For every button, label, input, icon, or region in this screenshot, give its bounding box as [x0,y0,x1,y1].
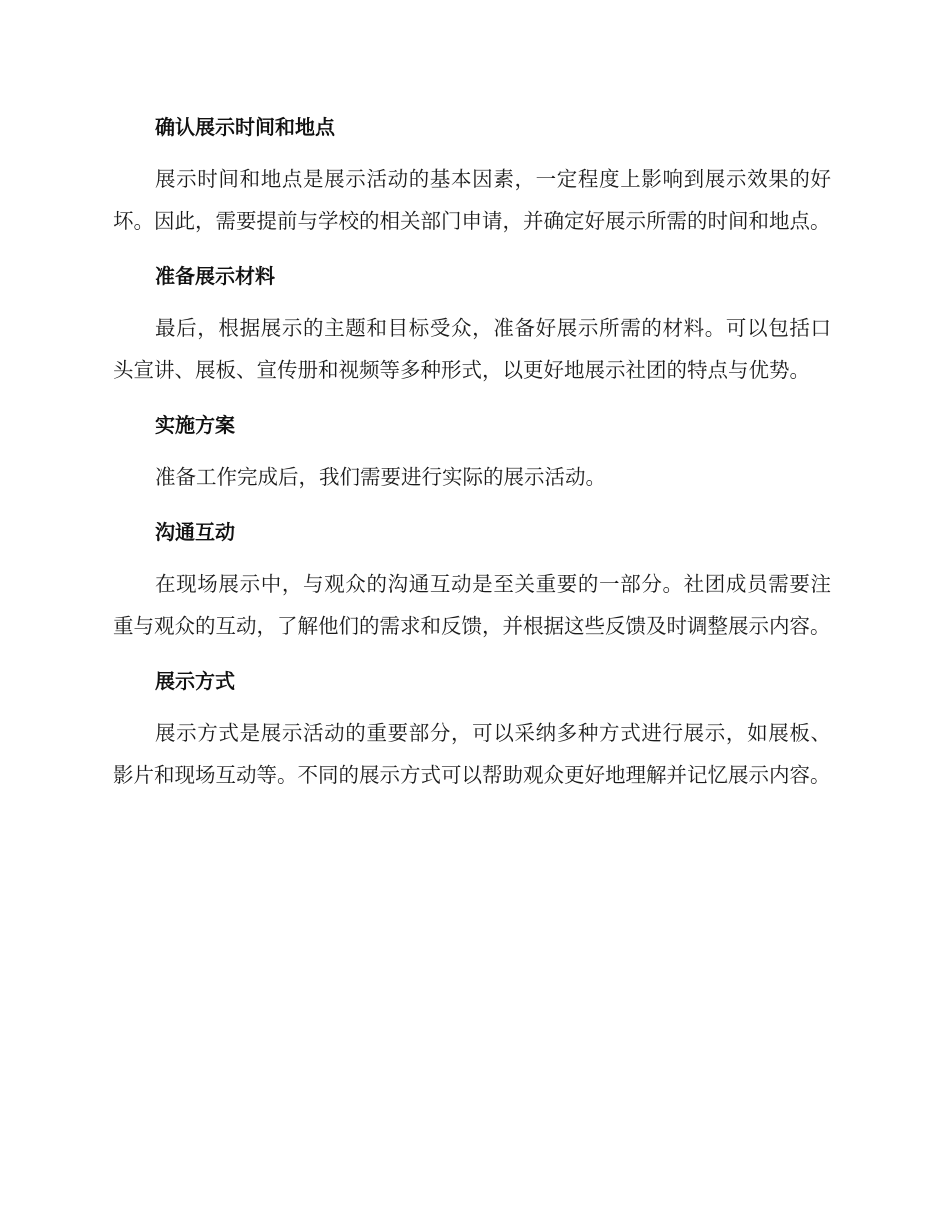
section-heading: 展示方式 [155,669,235,693]
section-communication [113,511,831,647]
section-paragraph: 在现场展示中，与观众的沟通互动是至关重要的一部分。社团成员需要注重与观众的互动，了解他们的需求和反馈，并根据这些反馈及时调整展示内容。 [113,572,831,638]
section-heading: 确认展示时间和地点 [155,115,335,139]
section-paragraph: 展示方式是展示活动的重要部分，可以采纳多种方式进行展示，如展板、影片和现场互动等。不同的展示方式可以帮助观众更好地理解并记忆展示内容。 [113,721,831,787]
section-paragraph: 准备工作完成后，我们需要进行实际的展示活动。 [155,465,606,489]
section-paragraph: 展示时间和地点是展示活动的基本因素，一定程度上影响到展示效果的好坏。因此，需要提前与学校的相关部门申请，并确定好展示所需的时间和地点。 [113,167,831,233]
section-prepare-materials [113,255,831,391]
section-implementation [113,404,831,498]
section-heading: 实施方案 [155,413,235,437]
section-heading: 准备展示材料 [155,264,275,288]
section-confirm-time-place [113,106,831,242]
section-paragraph: 最后，根据展示的主题和目标受众，准备好展示所需的材料。可以包括口头宣讲、展板、宣传册和视频等多种形式，以更好地展示社团的特点与优势。 [113,316,831,382]
document-content [113,106,831,809]
section-display-methods [113,660,831,796]
section-heading: 沟通互动 [155,520,235,544]
